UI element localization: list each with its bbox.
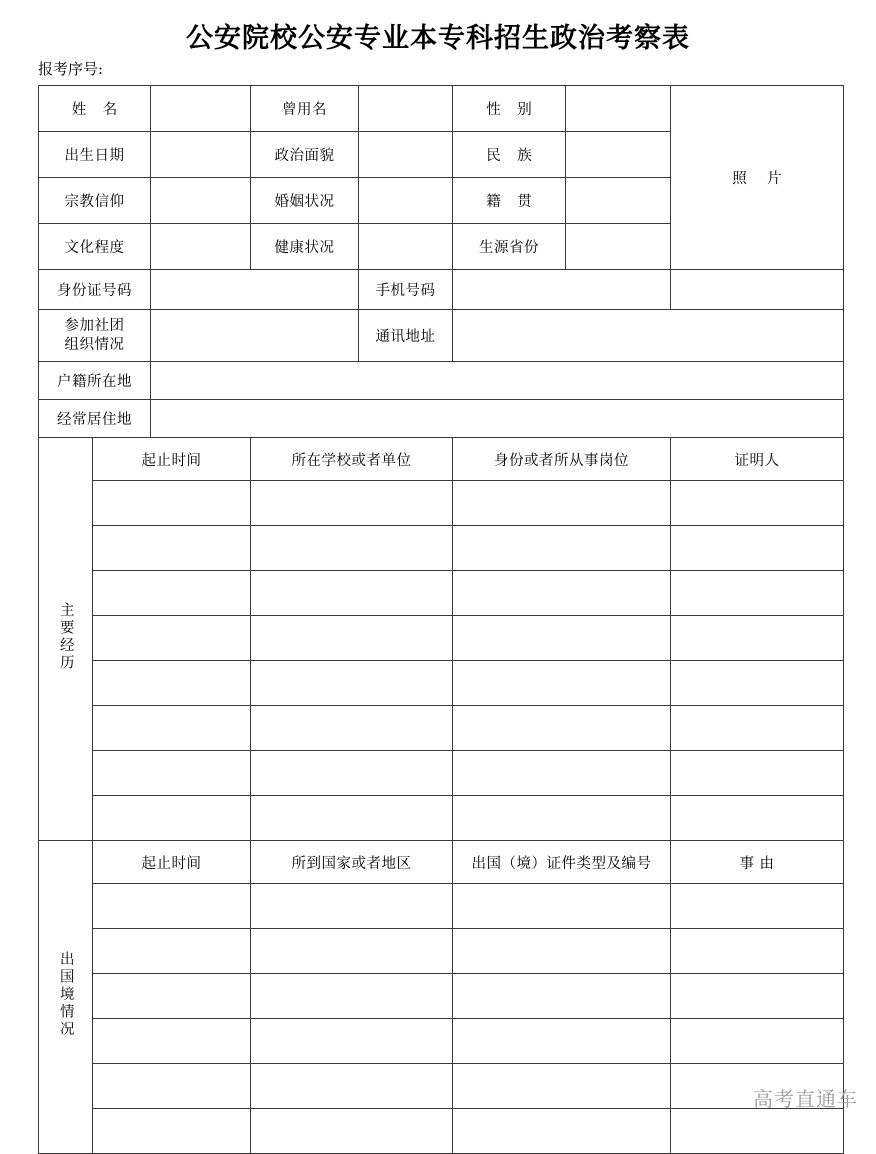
value-former-name[interactable] xyxy=(359,86,453,132)
label-mobile-number: 手机号码 xyxy=(359,270,453,310)
label-mailing-address: 通讯地址 xyxy=(359,310,453,362)
experience-cell-period[interactable] xyxy=(93,661,251,706)
experience-cell-school-or-unit[interactable] xyxy=(251,706,453,751)
experience-header-row xyxy=(39,438,844,481)
experience-cell-period[interactable] xyxy=(93,481,251,526)
experience-header-role-or-post: 身份或者所从事岗位 xyxy=(453,438,671,481)
experience-cell-period[interactable] xyxy=(93,616,251,661)
abroad-cell-country-or-region[interactable] xyxy=(251,974,453,1019)
abroad-cell-period[interactable] xyxy=(93,974,251,1019)
experience-cell-role-or-post[interactable] xyxy=(453,571,671,616)
experience-row xyxy=(39,661,844,706)
experience-header-witness: 证明人 xyxy=(671,438,844,481)
value-education-level[interactable] xyxy=(151,224,251,270)
value-mailing-address[interactable] xyxy=(453,310,844,362)
abroad-cell-country-or-region[interactable] xyxy=(251,1109,453,1154)
label-club-membership-line1: 参加社团 xyxy=(64,317,125,334)
photo-placeholder[interactable]: 照 片 xyxy=(671,86,844,270)
abroad-header-row xyxy=(39,841,844,884)
value-current-residence[interactable] xyxy=(151,400,844,438)
experience-cell-period[interactable] xyxy=(93,796,251,841)
experience-cell-role-or-post[interactable] xyxy=(453,526,671,571)
label-current-residence: 经常居住地 xyxy=(39,400,151,438)
experience-cell-period[interactable] xyxy=(93,706,251,751)
experience-cell-witness[interactable] xyxy=(671,796,844,841)
label-marital-status: 婚姻状况 xyxy=(251,178,359,224)
watermark: 高考直通车 xyxy=(753,1087,858,1111)
spacer-cell-id-row xyxy=(671,270,844,310)
value-source-province[interactable] xyxy=(566,224,671,270)
abroad-row xyxy=(39,1109,844,1154)
abroad-cell-reason[interactable] xyxy=(671,884,844,929)
abroad-cell-document-type-number[interactable] xyxy=(453,1109,671,1154)
page-title: 公安院校公安专业本专科招生政治考察表 xyxy=(186,23,690,54)
abroad-row xyxy=(39,929,844,974)
value-ethnicity[interactable] xyxy=(566,132,671,178)
label-education-level: 文化程度 xyxy=(39,224,151,270)
label-household-registration: 户籍所在地 xyxy=(39,362,151,400)
experience-row xyxy=(39,751,844,796)
label-ethnicity: 民 族 xyxy=(453,132,566,178)
value-name[interactable] xyxy=(151,86,251,132)
experience-cell-school-or-unit[interactable] xyxy=(251,526,453,571)
experience-row xyxy=(39,616,844,661)
table-row-club-membership xyxy=(39,310,844,362)
table-row-current-residence xyxy=(39,400,844,438)
abroad-cell-country-or-region[interactable] xyxy=(251,884,453,929)
value-marital-status[interactable] xyxy=(359,178,453,224)
label-gender: 性 别 xyxy=(453,86,566,132)
abroad-cell-reason[interactable] xyxy=(671,1019,844,1064)
experience-row xyxy=(39,526,844,571)
experience-cell-witness[interactable] xyxy=(671,661,844,706)
experience-row xyxy=(39,571,844,616)
experience-cell-role-or-post[interactable] xyxy=(453,661,671,706)
experience-header-school-or-unit: 所在学校或者单位 xyxy=(251,438,453,481)
label-name: 姓 名 xyxy=(39,86,151,132)
value-id-number[interactable] xyxy=(151,270,359,310)
experience-cell-witness[interactable] xyxy=(671,616,844,661)
value-mobile-number[interactable] xyxy=(453,270,671,310)
abroad-section-label-text: 出国境情况 xyxy=(57,951,74,1039)
label-club-membership-line2: 组织情况 xyxy=(64,336,125,353)
value-political-status[interactable] xyxy=(359,132,453,178)
abroad-row xyxy=(39,974,844,1019)
value-gender[interactable] xyxy=(566,86,671,132)
experience-cell-witness[interactable] xyxy=(671,571,844,616)
experience-cell-witness[interactable] xyxy=(671,751,844,796)
experience-row xyxy=(39,481,844,526)
label-club-membership xyxy=(39,310,151,362)
abroad-cell-country-or-region[interactable] xyxy=(251,929,453,974)
experience-row xyxy=(39,706,844,751)
experience-section-label xyxy=(39,438,93,841)
abroad-cell-period[interactable] xyxy=(93,884,251,929)
value-religion[interactable] xyxy=(151,178,251,224)
experience-header-period: 起止时间 xyxy=(93,438,251,481)
abroad-header-document-type-number: 出国（境）证件类型及编号 xyxy=(453,841,671,884)
experience-cell-school-or-unit[interactable] xyxy=(251,751,453,796)
value-health-status[interactable] xyxy=(359,224,453,270)
abroad-cell-reason[interactable] xyxy=(671,929,844,974)
experience-cell-period[interactable] xyxy=(93,751,251,796)
abroad-cell-reason[interactable] xyxy=(671,974,844,1019)
abroad-cell-document-type-number[interactable] xyxy=(453,974,671,1019)
experience-cell-school-or-unit[interactable] xyxy=(251,616,453,661)
abroad-cell-reason[interactable] xyxy=(671,1064,844,1109)
abroad-cell-country-or-region[interactable] xyxy=(251,1064,453,1109)
experience-cell-period[interactable] xyxy=(93,571,251,616)
value-birth-date[interactable] xyxy=(151,132,251,178)
label-political-status: 政治面貌 xyxy=(251,132,359,178)
abroad-cell-document-type-number[interactable] xyxy=(453,1019,671,1064)
abroad-row xyxy=(39,884,844,929)
abroad-header-period: 起止时间 xyxy=(93,841,251,884)
value-household-registration[interactable] xyxy=(151,362,844,400)
abroad-cell-period[interactable] xyxy=(93,929,251,974)
abroad-cell-document-type-number[interactable] xyxy=(453,929,671,974)
label-health-status: 健康状况 xyxy=(251,224,359,270)
experience-cell-role-or-post[interactable] xyxy=(453,706,671,751)
value-club-membership[interactable] xyxy=(151,310,359,362)
label-native-place: 籍 贯 xyxy=(453,178,566,224)
label-religion: 宗教信仰 xyxy=(39,178,151,224)
abroad-row xyxy=(39,1019,844,1064)
abroad-cell-country-or-region[interactable] xyxy=(251,1019,453,1064)
abroad-cell-period[interactable] xyxy=(93,1064,251,1109)
table-row-name xyxy=(39,86,844,132)
abroad-section-label xyxy=(39,841,93,1154)
political-review-form-table xyxy=(38,85,844,1154)
experience-cell-witness[interactable] xyxy=(671,481,844,526)
abroad-cell-document-type-number[interactable] xyxy=(453,1064,671,1109)
experience-cell-role-or-post[interactable] xyxy=(453,751,671,796)
experience-cell-school-or-unit[interactable] xyxy=(251,571,453,616)
label-birth-date: 出生日期 xyxy=(39,132,151,178)
experience-row xyxy=(39,796,844,841)
experience-cell-period[interactable] xyxy=(93,526,251,571)
abroad-header-reason: 事 由 xyxy=(671,841,844,884)
experience-section-label-text: 主要经历 xyxy=(57,602,74,672)
label-source-province: 生源省份 xyxy=(453,224,566,270)
abroad-cell-period[interactable] xyxy=(93,1109,251,1154)
abroad-header-country-or-region: 所到国家或者地区 xyxy=(251,841,453,884)
table-row-household-registration xyxy=(39,362,844,400)
experience-cell-witness[interactable] xyxy=(671,706,844,751)
experience-cell-role-or-post[interactable] xyxy=(453,796,671,841)
experience-cell-witness[interactable] xyxy=(671,526,844,571)
label-former-name: 曾用名 xyxy=(251,86,359,132)
abroad-cell-document-type-number[interactable] xyxy=(453,884,671,929)
table-row-id-number xyxy=(39,270,844,310)
abroad-row xyxy=(39,1064,844,1109)
abroad-cell-reason[interactable] xyxy=(671,1109,844,1154)
abroad-cell-period[interactable] xyxy=(93,1019,251,1064)
experience-cell-role-or-post[interactable] xyxy=(453,481,671,526)
experience-cell-role-or-post[interactable] xyxy=(453,616,671,661)
experience-cell-school-or-unit[interactable] xyxy=(251,481,453,526)
experience-cell-school-or-unit[interactable] xyxy=(251,661,453,706)
serial-number-label: 报考序号: xyxy=(38,60,104,78)
experience-cell-school-or-unit[interactable] xyxy=(251,796,453,841)
value-native-place[interactable] xyxy=(566,178,671,224)
label-id-number: 身份证号码 xyxy=(39,270,151,310)
